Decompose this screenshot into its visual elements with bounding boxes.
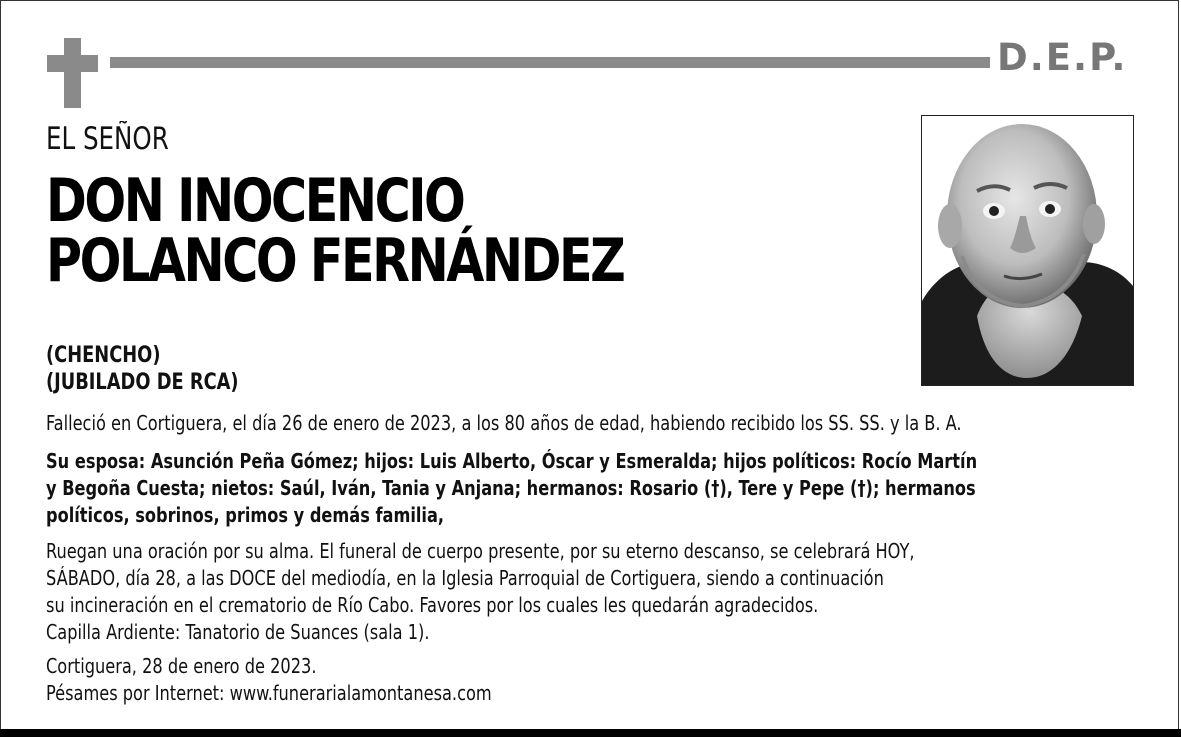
- family-line: políticos, sobrinos, primos y demás familia,: [46, 503, 445, 527]
- deceased-photo: [921, 115, 1134, 386]
- ceremony-details: [46, 538, 914, 646]
- cross-icon-bar: [47, 55, 98, 72]
- occupation: (JUBILADO DE RCA): [46, 370, 239, 395]
- ceremony-line: su incineración en el crematorio de Río Cabo. Favores por los cuales les quedarán agradecidos.: [46, 593, 819, 617]
- honorific-title: EL SEÑOR: [46, 121, 169, 157]
- family-line: Su esposa: Asunción Peña Gómez; hijos: Luis Alberto, Óscar y Esmeralda; hijos políticos: Rocío Martín: [46, 449, 978, 473]
- condolences-link: Pésames por Internet: www.funerarialamontanesa.com: [46, 681, 492, 705]
- family-line: y Begoña Cuesta; nietos: Saúl, Iván, Tania y Anjana; hermanos: Rosario (†), Tere y Pepe (†); hermanos: [46, 476, 976, 500]
- ceremony-line: Ruegan una oración por su alma. El funeral de cuerpo presente, por su eterno descanso, se celebrará HOY,: [46, 539, 915, 563]
- signature-block: [46, 653, 492, 707]
- nickname: (CHENCHO): [46, 343, 161, 368]
- deceased-name-line1: DON INOCENCIO: [46, 166, 464, 236]
- bottom-border: [0, 729, 1181, 737]
- portrait-image: [922, 116, 1133, 385]
- deceased-name-line2: POLANCO FERNÁNDEZ: [46, 226, 624, 296]
- chapel-info: Capilla Ardiente: Tanatorio de Suances (sala 1).: [46, 620, 430, 644]
- nickname-block: [46, 342, 239, 396]
- ceremony-line: SÁBADO, día 28, a las DOCE del mediodía, en la Iglesia Parroquial de Cortiguera, siendo a continuación: [46, 566, 884, 590]
- dep-label: D.E.P.: [997, 36, 1128, 79]
- family-list: [46, 448, 977, 529]
- death-notice: Falleció en Cortiguera, el día 26 de enero de 2023, a los 80 años de edad, habiendo recibido los SS. SS. y la B. A.: [46, 411, 962, 435]
- deceased-name: [46, 166, 624, 296]
- header-rule: [110, 57, 990, 68]
- place-date: Cortiguera, 28 de enero de 2023.: [46, 654, 317, 678]
- cross-icon: [64, 38, 81, 108]
